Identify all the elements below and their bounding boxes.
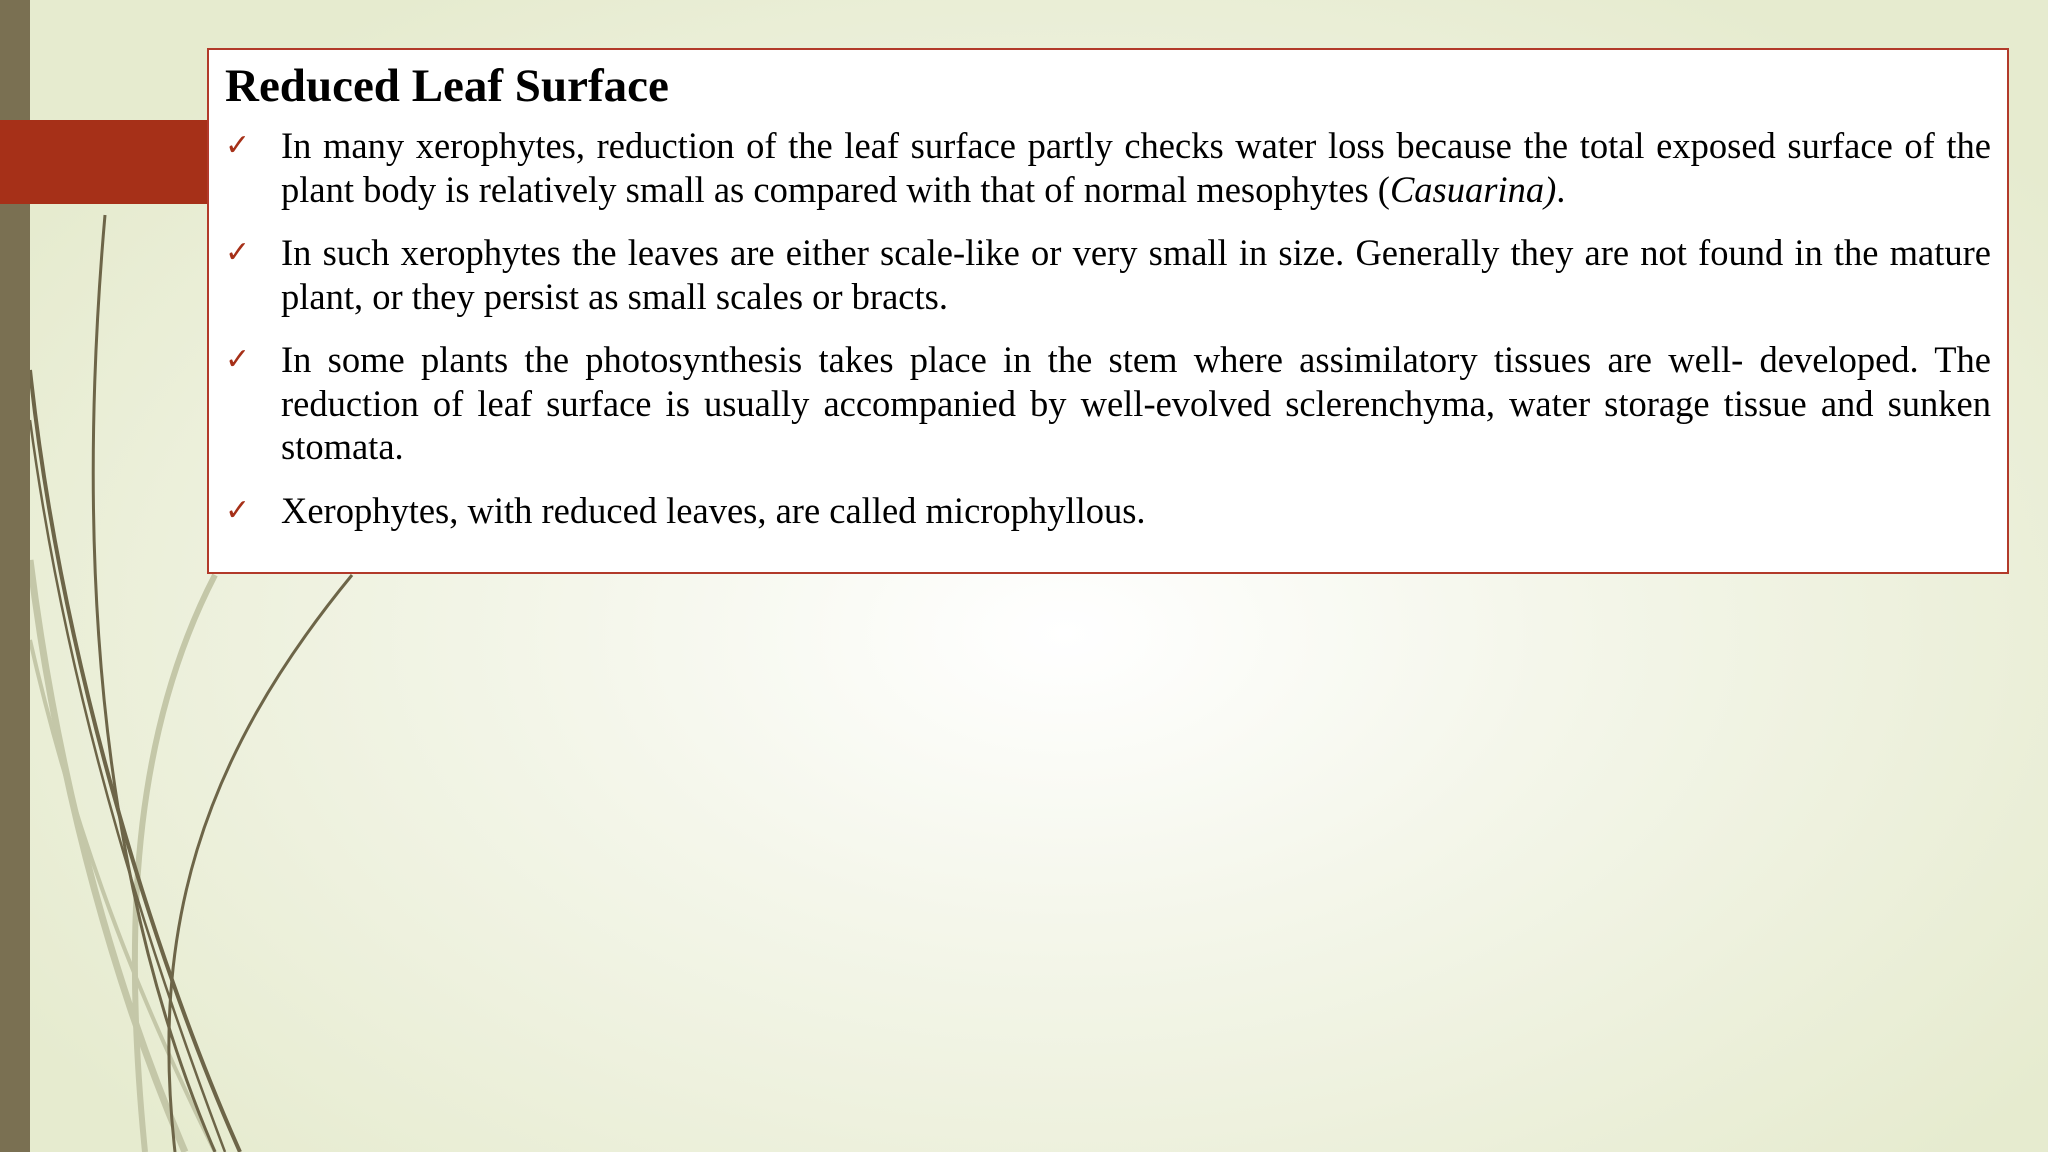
bullet-text-2: In such xerophytes the leaves are either scale-like or very small in size. Generally they are not found in the mature plant, or they persist as small scales or bracts. bbox=[281, 232, 1991, 317]
stem-dark-2 bbox=[93, 215, 215, 1152]
bullet-text-4: Xerophytes, with reduced leaves, are called microphyllous. bbox=[281, 489, 1146, 531]
checkmark-icon: ✓ bbox=[225, 235, 251, 270]
bullet-item-3 bbox=[225, 338, 1991, 469]
bullet-list bbox=[225, 124, 1991, 532]
checkmark-icon: ✓ bbox=[225, 342, 251, 377]
bullet-item-2 bbox=[225, 231, 1991, 318]
bullet-text-3: In some plants the photosynthesis takes place in the stem where assimilatory tissues are well- developed. The reduction of leaf surface is usually accompanied by well-evolved sclerenchyma, water storage tissue and sunken stomata. bbox=[281, 339, 1991, 467]
bullet-text-1-italic: Casuarina) bbox=[1389, 168, 1557, 210]
bullet-item-1 bbox=[225, 124, 1991, 211]
checkmark-icon: ✓ bbox=[225, 492, 251, 528]
checkmark-icon: ✓ bbox=[225, 128, 251, 163]
stem-dark-3 bbox=[169, 575, 352, 1152]
bullet-text-1: In many xerophytes, reduction of the leaf surface partly checks water loss because the total exposed surface of the plant body is relatively small as compared with that of normal mesophytes (Casuarina). bbox=[281, 125, 1991, 210]
content-box bbox=[207, 48, 2009, 574]
bullet-item-4 bbox=[225, 489, 1991, 533]
title-accent-bar bbox=[0, 120, 210, 204]
slide-title: Reduced Leaf Surface bbox=[225, 60, 669, 112]
stem-light-1 bbox=[30, 560, 185, 1152]
